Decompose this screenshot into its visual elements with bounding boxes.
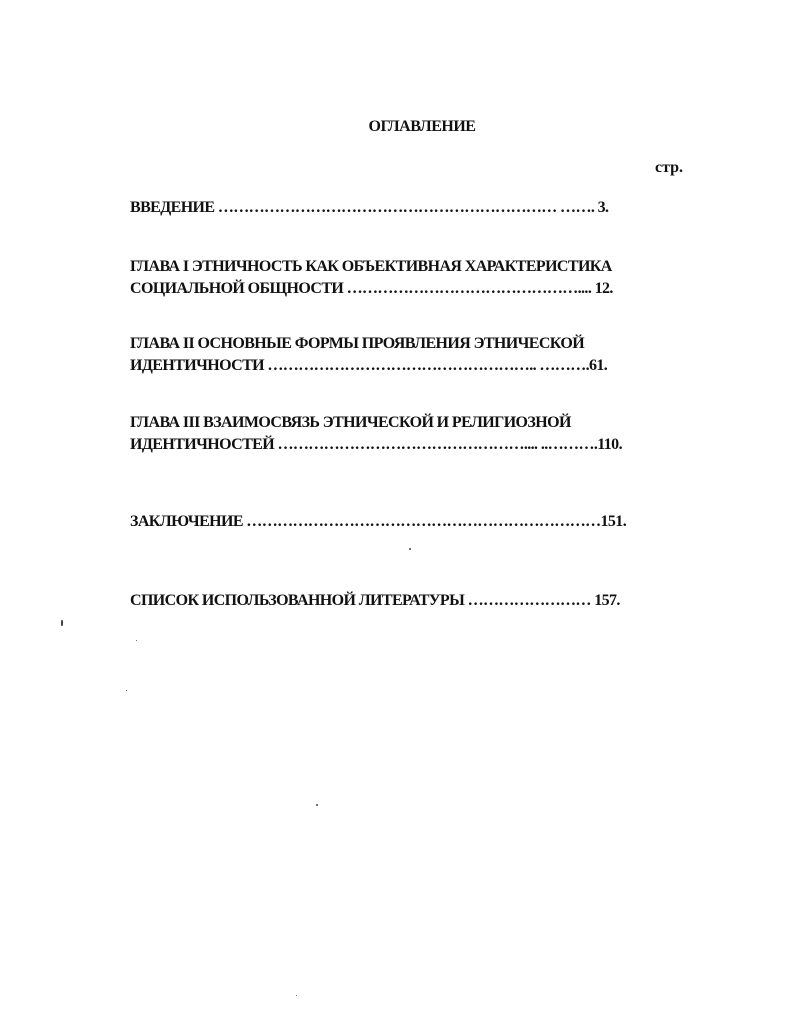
- scan-speck: [296, 995, 297, 996]
- toc-entry-line: ГЛАВА I ЭТНИЧНОСТЬ КАК ОБЪЕКТИВНАЯ ХАРАКТЕРИСТИКА: [130, 258, 612, 275]
- toc-entry-introduction: [130, 197, 608, 219]
- scan-speck: [136, 640, 137, 641]
- scan-speck: [409, 548, 411, 550]
- scan-speck: [126, 690, 127, 691]
- page-column-label: стр.: [655, 159, 684, 176]
- toc-entry-line: СОЦИАЛЬНОЙ ОБЩНОСТИ ……………………………………….... 12.: [130, 280, 613, 297]
- toc-entry-chapter-3: [130, 412, 622, 456]
- toc-entry-chapter-1: [130, 256, 613, 300]
- toc-entry-references: [130, 590, 620, 612]
- toc-entry-line: ГЛАВА III ВЗАИМОСВЯЗЬ ЭТНИЧЕСКОЙ И РЕЛИГИОЗНОЙ: [130, 414, 571, 431]
- toc-entry-conclusion: [130, 511, 626, 533]
- scan-speck: [316, 804, 318, 806]
- toc-entry-line: ВВЕДЕНИЕ ………………………………………………………… ……. 3.: [130, 199, 609, 216]
- scan-speck: [61, 620, 63, 626]
- toc-entry-line: ИДЕНТИЧНОСТЕЙ ………………………………………….... ..……….110.: [130, 436, 622, 453]
- toc-title: ОГЛАВЛЕНИЕ: [368, 118, 476, 135]
- toc-entry-line: СПИСОК ИСПОЛЬЗОВАННОЙ ЛИТЕРАТУРЫ …………………… 157.: [130, 592, 620, 609]
- toc-entry-line: ЗАКЛЮЧЕНИЕ ……………………………………………………………151.: [130, 513, 627, 530]
- toc-entry-line: ГЛАВА II ОСНОВНЫЕ ФОРМЫ ПРОЯВЛЕНИЯ ЭТНИЧЕСКОЙ: [130, 335, 585, 352]
- toc-entry-line: ИДЕНТИЧНОСТИ …………………………………………….. ……….61.: [130, 357, 608, 374]
- toc-entry-chapter-2: [130, 333, 607, 377]
